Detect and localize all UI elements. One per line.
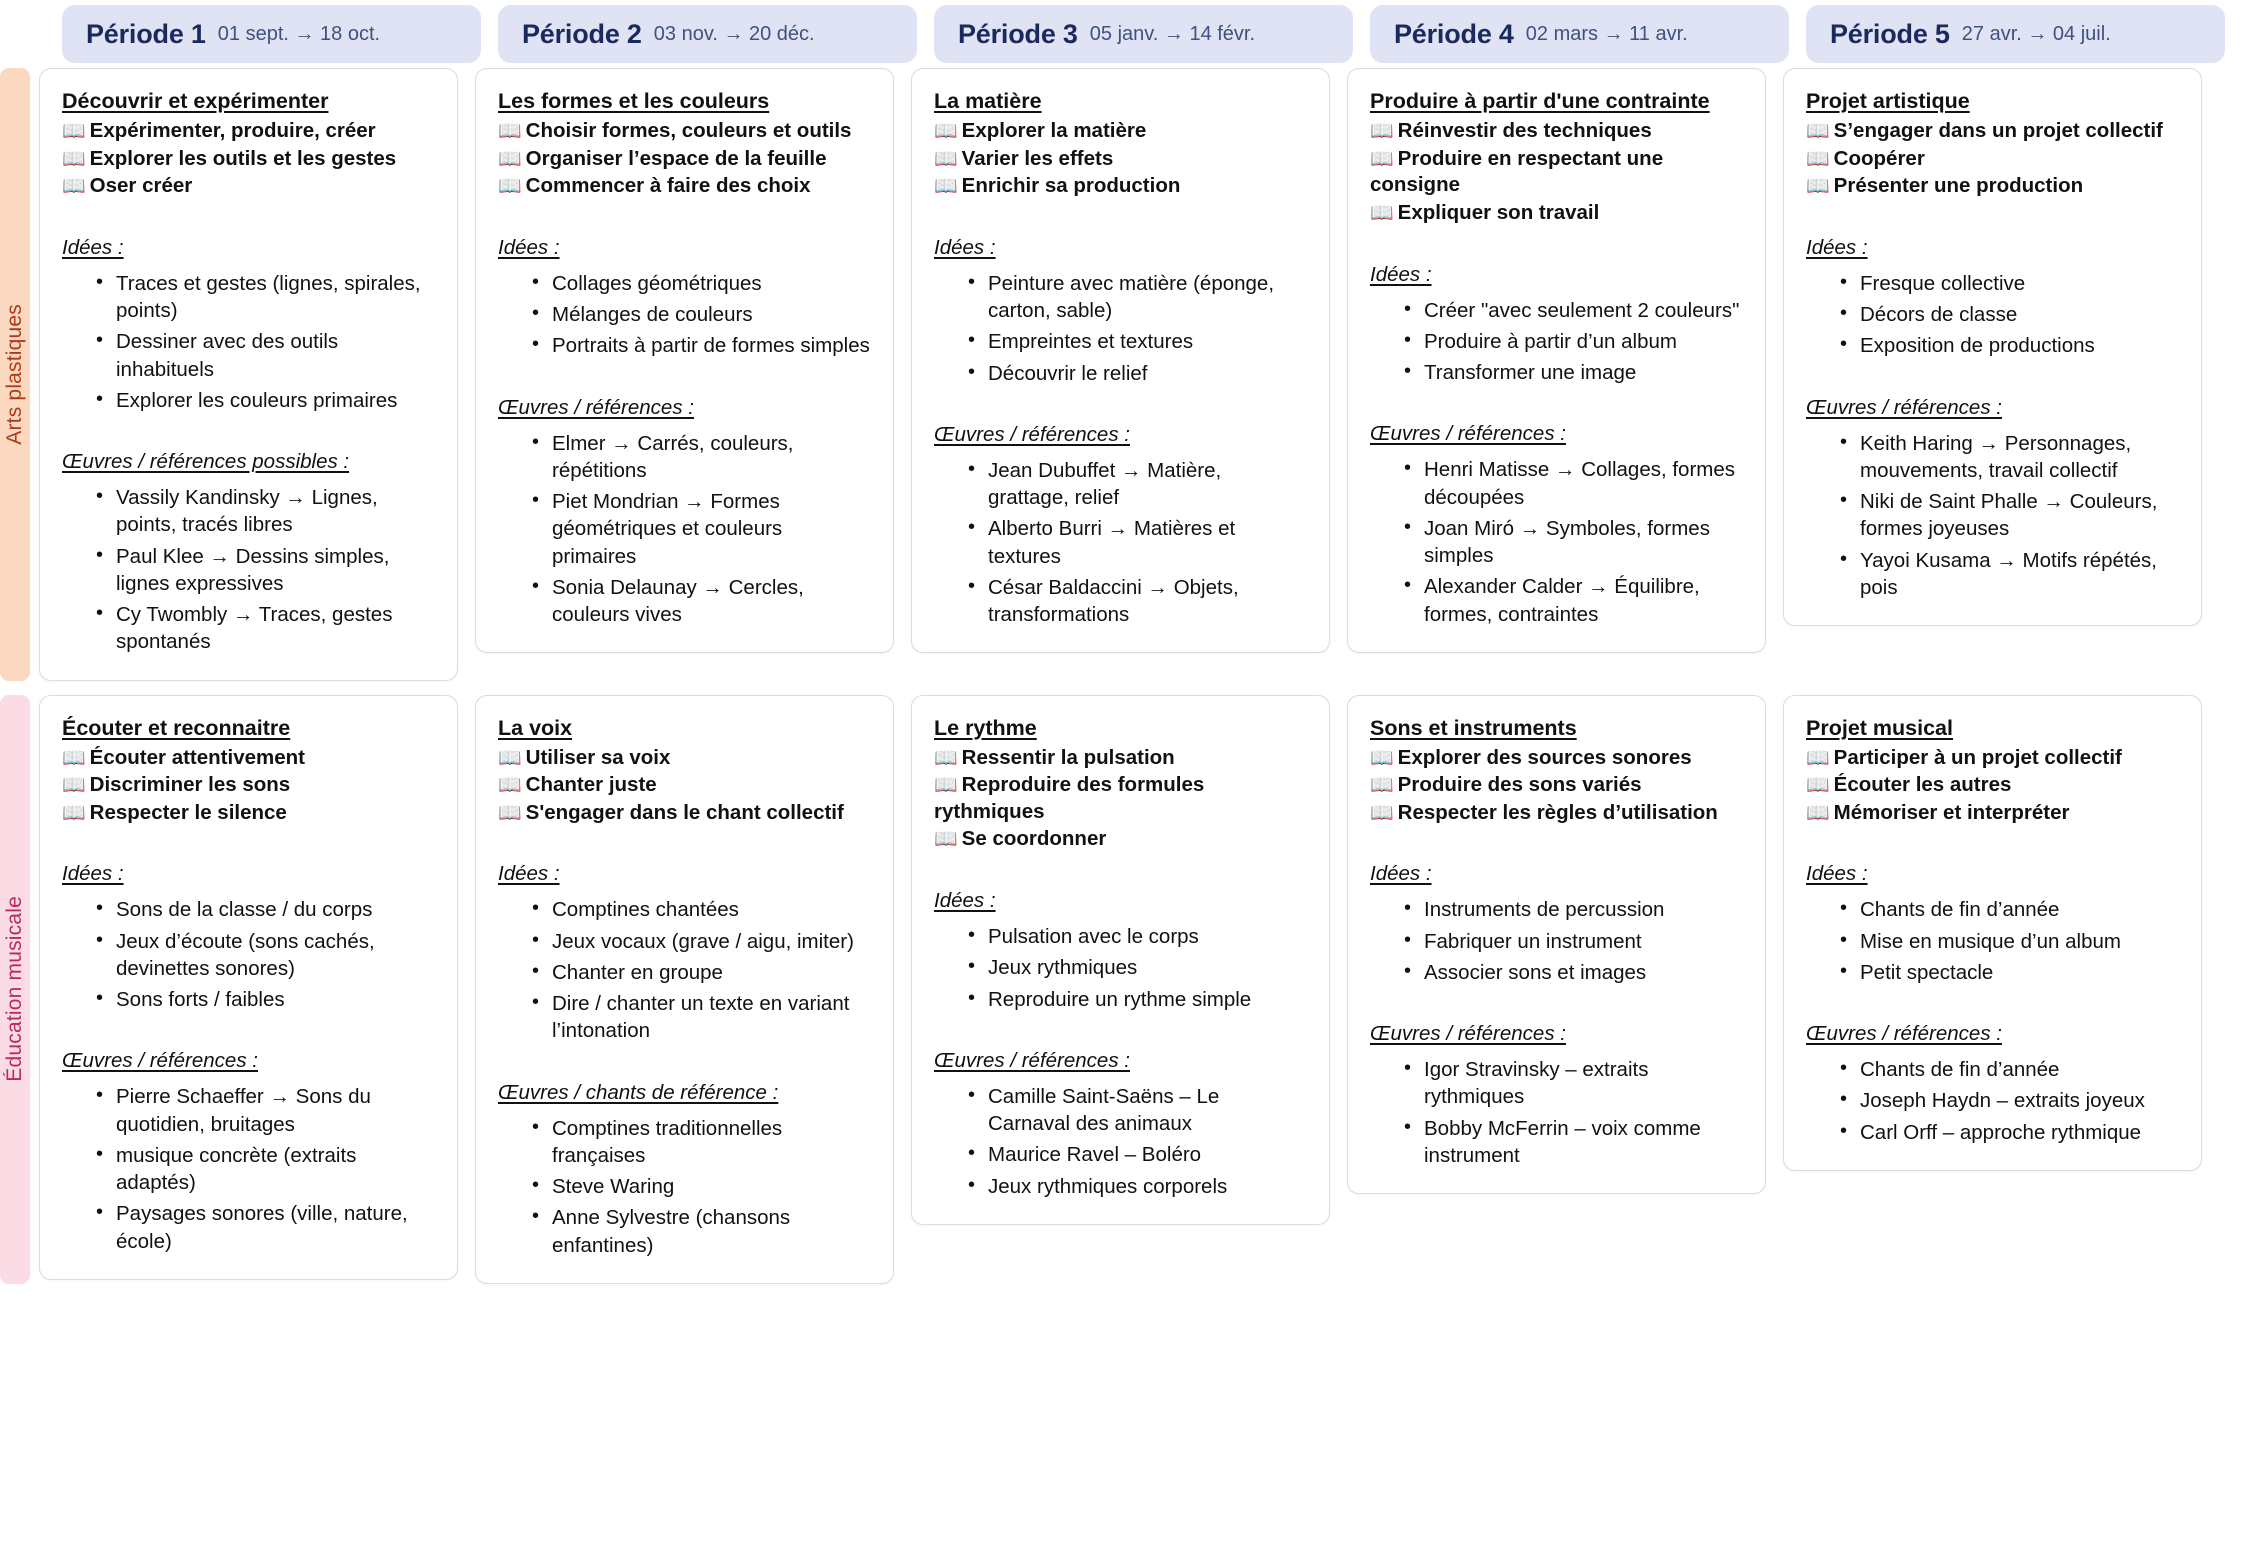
competence-line: [1806, 146, 2179, 173]
list-item: • Créer "avec seulement 2 couleurs": [1404, 297, 1743, 324]
competence-line: [62, 146, 435, 173]
list-item: • Jeux rythmiques: [968, 954, 1307, 981]
cards-strip: [39, 68, 2242, 681]
list-item: • Dire / chanter un texte en variant l’intonation: [532, 990, 871, 1045]
list-item: • Chants de fin d’année: [1840, 896, 2179, 923]
references-heading: Œuvres / chants de référence :: [498, 1080, 779, 1104]
list-item: • Cy Twombly → Traces, gestes spontanés: [96, 601, 435, 656]
references-heading: Œuvres / références :: [1370, 1022, 1566, 1046]
references-list: [1370, 456, 1743, 628]
competence-line: [934, 173, 1307, 200]
competence-line: [62, 800, 435, 827]
list-item: • Transformer une image: [1404, 359, 1743, 386]
ideas-heading: Idées :: [498, 862, 560, 886]
open-book-icon: 📖: [1806, 801, 1830, 824]
period-card[interactable]: [475, 695, 894, 1284]
competence-label: Organiser l’espace de la feuille: [525, 146, 827, 170]
open-book-icon: 📖: [934, 119, 958, 142]
competence-line: [1806, 800, 2179, 827]
list-item: • Exposition de productions: [1840, 332, 2179, 359]
ideas-heading: Idées :: [62, 862, 124, 886]
references-list: [934, 1083, 1307, 1200]
competence-label: Mémoriser et interpréter: [1833, 800, 2070, 824]
card-title: La voix: [498, 715, 573, 740]
list-item: • Chants de fin d’année: [1840, 1056, 2179, 1083]
competence-line: [498, 800, 871, 827]
competence-label: Coopérer: [1833, 146, 1925, 170]
competence-label: Écouter attentivement: [89, 745, 305, 769]
references-heading: Œuvres / références :: [62, 1049, 258, 1073]
competence-label: Présenter une production: [1833, 174, 2084, 198]
ideas-list: [498, 270, 871, 360]
competence-label: Utiliser sa voix: [525, 745, 671, 769]
competence-line: [1370, 118, 1743, 145]
subject-label-text: Arts plastiques: [3, 303, 26, 445]
ideas-heading: Idées :: [934, 235, 996, 259]
competence-label: Oser créer: [89, 174, 193, 198]
competence-line: [934, 826, 1307, 853]
list-item: • Alexander Calder → Équilibre, formes, contraintes: [1404, 573, 1743, 628]
list-item: • Mélanges de couleurs: [532, 301, 871, 328]
list-item: • Jeux d’écoute (sons cachés, devinettes sonores): [96, 928, 435, 983]
competence-label: Expérimenter, produire, créer: [89, 118, 376, 142]
period-title: Période 2: [522, 18, 642, 49]
list-item: • Associer sons et images: [1404, 959, 1743, 986]
list-item: • Collages géométriques: [532, 270, 871, 297]
row-divider: [0, 681, 2242, 695]
period-card[interactable]: [1783, 695, 2202, 1171]
list-item: • Fabriquer un instrument: [1404, 928, 1743, 955]
open-book-icon: 📖: [1370, 746, 1394, 769]
list-item: • Sons forts / faibles: [96, 986, 435, 1013]
list-item: • Bobby McFerrin – voix comme instrument: [1404, 1115, 1743, 1170]
card-title: Écouter et reconnaitre: [62, 715, 291, 740]
competence-line: [498, 745, 871, 772]
list-item: • Portraits à partir de formes simples: [532, 332, 871, 359]
list-item: • Anne Sylvestre (chansons enfantines): [532, 1204, 871, 1259]
references-heading: Œuvres / références :: [498, 395, 694, 419]
list-item: • Comptines chantées: [532, 896, 871, 923]
competence-label: Respecter le silence: [89, 800, 287, 824]
list-item: • Niki de Saint Phalle → Couleurs, formes joyeuses: [1840, 488, 2179, 543]
open-book-icon: 📖: [62, 801, 86, 824]
list-item: • Mise en musique d’un album: [1840, 928, 2179, 955]
open-book-icon: 📖: [934, 175, 958, 198]
competence-line: [498, 173, 871, 200]
competence-line: [1806, 772, 2179, 799]
list-item: • Steve Waring: [532, 1173, 871, 1200]
references-heading: Œuvres / références :: [934, 1048, 1130, 1072]
open-book-icon: 📖: [498, 119, 522, 142]
list-item: • Empreintes et textures: [968, 328, 1307, 355]
open-book-icon: 📖: [62, 147, 86, 170]
competence-label: Choisir formes, couleurs et outils: [525, 118, 852, 142]
competence-label: Explorer des sources sonores: [1397, 745, 1692, 769]
ideas-list: [1806, 896, 2179, 986]
list-item: • Elmer → Carrés, couleurs, répétitions: [532, 430, 871, 485]
competence-line: [1370, 800, 1743, 827]
open-book-icon: 📖: [62, 175, 86, 198]
period-card[interactable]: [1347, 695, 1766, 1195]
ideas-list: [1370, 896, 1743, 986]
list-item: • Sons de la classe / du corps: [96, 896, 435, 923]
card-title: Projet artistique: [1806, 89, 1970, 113]
list-item: • Traces et gestes (lignes, spirales, points): [96, 270, 435, 325]
competence-label: Écouter les autres: [1833, 773, 2012, 797]
list-item: • Jean Dubuffet → Matière, grattage, relief: [968, 457, 1307, 512]
period-dates: 27 avr. → 04 juil.: [1961, 22, 2111, 45]
subject-label-music: [0, 695, 30, 1284]
competence-label: Reproduire des formules rythmiques: [934, 773, 1205, 823]
list-item: • Vassily Kandinsky → Lignes, points, tracés libres: [96, 484, 435, 539]
ideas-heading: Idées :: [498, 235, 560, 259]
references-list: [1806, 430, 2179, 602]
list-item: • Joseph Haydn – extraits joyeux: [1840, 1087, 2179, 1114]
competence-line: [62, 745, 435, 772]
list-item: • Jeux rythmiques corporels: [968, 1173, 1307, 1200]
references-list: [934, 457, 1307, 629]
period-card[interactable]: [475, 68, 894, 653]
open-book-icon: 📖: [934, 774, 958, 797]
period-card[interactable]: [911, 68, 1330, 653]
subject-rows-container: [0, 68, 2242, 1284]
subject-row-music: [0, 695, 2242, 1284]
ideas-list: [498, 896, 871, 1044]
references-heading: Œuvres / références :: [1370, 422, 1566, 446]
competence-line: [1370, 200, 1743, 227]
list-item: • Produire à partir d’un album: [1404, 328, 1743, 355]
card-title: Sons et instruments: [1370, 715, 1577, 740]
list-item: • Henri Matisse → Collages, formes découpées: [1404, 456, 1743, 511]
list-item: • Igor Stravinsky – extraits rythmiques: [1404, 1056, 1743, 1111]
card-title: Projet musical: [1806, 715, 1953, 740]
competence-line: [1806, 173, 2179, 200]
competence-label: Se coordonner: [961, 827, 1107, 851]
ideas-heading: Idées :: [1370, 262, 1432, 286]
open-book-icon: 📖: [934, 828, 958, 851]
list-item: • Décors de classe: [1840, 301, 2179, 328]
competence-label: S'engager dans le chant collectif: [525, 800, 844, 824]
period-chip-4[interactable]: [1370, 5, 1789, 63]
references-list: [62, 484, 435, 656]
open-book-icon: 📖: [934, 147, 958, 170]
list-item: • Découvrir le relief: [968, 360, 1307, 387]
list-item: • Yayoi Kusama → Motifs répétés, pois: [1840, 547, 2179, 602]
references-heading: Œuvres / références possibles :: [62, 450, 350, 474]
card-title: Produire à partir d'une contrainte: [1370, 89, 1710, 113]
list-item: • Petit spectacle: [1840, 959, 2179, 986]
references-list: [1806, 1056, 2179, 1146]
period-card[interactable]: [911, 695, 1330, 1225]
competence-line: [498, 118, 871, 145]
ideas-heading: Idées :: [934, 889, 996, 913]
period-card[interactable]: [1347, 68, 1766, 653]
open-book-icon: 📖: [1370, 774, 1394, 797]
list-item: • Sonia Delaunay → Cercles, couleurs vives: [532, 574, 871, 629]
list-item: • Maurice Ravel – Boléro: [968, 1141, 1307, 1168]
list-item: • Comptines traditionnelles françaises: [532, 1115, 871, 1170]
period-dates: 01 sept. → 18 oct.: [217, 22, 381, 45]
list-item: • Keith Haring → Personnages, mouvements, travail collectif: [1840, 430, 2179, 485]
competence-label: Réinvestir des techniques: [1397, 118, 1652, 142]
ideas-list: [1806, 270, 2179, 360]
competence-line: [934, 745, 1307, 772]
open-book-icon: 📖: [498, 801, 522, 824]
subject-label-text: Éducation musicale: [3, 896, 26, 1083]
competence-line: [62, 118, 435, 145]
period-chip-2[interactable]: [498, 5, 917, 63]
list-item: • Camille Saint-Saëns – Le Carnaval des animaux: [968, 1083, 1307, 1138]
open-book-icon: 📖: [1370, 201, 1394, 224]
competence-line: [1370, 146, 1743, 199]
competence-label: Discriminer les sons: [89, 773, 291, 797]
ideas-list: [62, 896, 435, 1013]
period-dates: 05 janv. → 14 févr.: [1089, 22, 1256, 45]
ideas-heading: Idées :: [1806, 862, 1868, 886]
competence-label: Expliquer son travail: [1397, 200, 1600, 224]
ideas-list: [62, 270, 435, 414]
period-card[interactable]: [39, 68, 458, 681]
competence-line: [1806, 118, 2179, 145]
open-book-icon: 📖: [498, 175, 522, 198]
open-book-icon: 📖: [1806, 746, 1830, 769]
competence-label: Enrichir sa production: [961, 174, 1181, 198]
list-item: • César Baldaccini → Objets, transformations: [968, 574, 1307, 629]
competence-label: Respecter les règles d’utilisation: [1397, 800, 1718, 824]
ideas-heading: Idées :: [62, 235, 124, 259]
cards-strip: [39, 695, 2242, 1284]
card-title: Les formes et les couleurs: [498, 89, 770, 113]
period-card[interactable]: [39, 695, 458, 1280]
open-book-icon: 📖: [1806, 774, 1830, 797]
open-book-icon: 📖: [1370, 147, 1394, 170]
references-list: [498, 430, 871, 629]
references-list: [498, 1115, 871, 1259]
open-book-icon: 📖: [62, 119, 86, 142]
period-chip-1[interactable]: [62, 5, 481, 63]
open-book-icon: 📖: [1370, 119, 1394, 142]
competence-line: [498, 772, 871, 799]
period-dates: 03 nov. → 20 déc.: [653, 22, 815, 45]
competence-line: [934, 146, 1307, 173]
list-item: • Instruments de percussion: [1404, 896, 1743, 923]
competence-label: S’engager dans un projet collectif: [1833, 118, 2163, 142]
ideas-list: [934, 270, 1307, 387]
ideas-list: [1370, 297, 1743, 387]
card-title: La matière: [934, 89, 1042, 113]
competence-line: [62, 173, 435, 200]
list-item: • Piet Mondrian → Formes géométriques et couleurs primaires: [532, 488, 871, 570]
references-heading: Œuvres / références :: [1806, 1022, 2002, 1046]
competence-label: Ressentir la pulsation: [961, 745, 1175, 769]
list-item: • Peinture avec matière (éponge, carton, sable): [968, 270, 1307, 325]
list-item: • Reproduire un rythme simple: [968, 986, 1307, 1013]
open-book-icon: 📖: [934, 746, 958, 769]
competence-label: Varier les effets: [961, 146, 1114, 170]
list-item: • Dessiner avec des outils inhabituels: [96, 328, 435, 383]
references-list: [62, 1083, 435, 1255]
references-heading: Œuvres / références :: [1806, 395, 2002, 419]
subject-label-arts: [0, 68, 30, 681]
open-book-icon: 📖: [498, 746, 522, 769]
open-book-icon: 📖: [1806, 175, 1830, 198]
period-dates: 02 mars → 11 avr.: [1525, 22, 1688, 45]
period-title: Période 3: [958, 18, 1078, 49]
period-card[interactable]: [1783, 68, 2202, 626]
open-book-icon: 📖: [498, 774, 522, 797]
ideas-heading: Idées :: [1806, 235, 1868, 259]
competence-label: Explorer les outils et les gestes: [89, 146, 397, 170]
period-title: Période 1: [86, 18, 206, 49]
references-list: [1370, 1056, 1743, 1169]
open-book-icon: 📖: [62, 774, 86, 797]
open-book-icon: 📖: [1370, 801, 1394, 824]
competence-label: Chanter juste: [525, 773, 657, 797]
competence-line: [1370, 745, 1743, 772]
competence-line: [498, 146, 871, 173]
competence-label: Participer à un projet collectif: [1833, 745, 2122, 769]
card-title: Découvrir et expérimenter: [62, 89, 329, 113]
card-title: Le rythme: [934, 715, 1037, 740]
competence-label: Produire des sons variés: [1397, 773, 1642, 797]
list-item: • Jeux vocaux (grave / aigu, imiter): [532, 928, 871, 955]
open-book-icon: 📖: [498, 147, 522, 170]
period-title: Période 4: [1394, 18, 1514, 49]
open-book-icon: 📖: [1806, 147, 1830, 170]
open-book-icon: 📖: [62, 746, 86, 769]
ideas-heading: Idées :: [1370, 862, 1432, 886]
list-item: • Paysages sonores (ville, nature, école): [96, 1200, 435, 1255]
list-item: • Joan Miró → Symboles, formes simples: [1404, 515, 1743, 570]
open-book-icon: 📖: [1806, 119, 1830, 142]
competence-label: Produire en respectant une consigne: [1370, 146, 1664, 197]
competence-line: [62, 772, 435, 799]
references-heading: Œuvres / références :: [934, 422, 1130, 446]
list-item: • Explorer les couleurs primaires: [96, 387, 435, 414]
period-header-row: [0, 0, 2242, 68]
list-item: • Pulsation avec le corps: [968, 923, 1307, 950]
competence-line: [1370, 772, 1743, 799]
competence-line: [934, 772, 1307, 825]
period-title: Période 5: [1830, 18, 1950, 49]
list-item: • Carl Orff – approche rythmique: [1840, 1119, 2179, 1146]
period-chip-5[interactable]: [1806, 5, 2225, 63]
list-item: • Alberto Burri → Matières et textures: [968, 515, 1307, 570]
list-item: • Paul Klee → Dessins simples, lignes expressives: [96, 543, 435, 598]
competence-label: Commencer à faire des choix: [525, 174, 811, 198]
competence-line: [1806, 745, 2179, 772]
subject-row-arts: [0, 68, 2242, 681]
ideas-list: [934, 923, 1307, 1013]
list-item: • Chanter en groupe: [532, 959, 871, 986]
list-item: • Pierre Schaeffer → Sons du quotidien, bruitages: [96, 1083, 435, 1138]
list-item: • musique concrète (extraits adaptés): [96, 1142, 435, 1197]
period-chip-3[interactable]: [934, 5, 1353, 63]
competence-label: Explorer la matière: [961, 118, 1147, 142]
list-item: • Fresque collective: [1840, 270, 2179, 297]
competence-line: [934, 118, 1307, 145]
